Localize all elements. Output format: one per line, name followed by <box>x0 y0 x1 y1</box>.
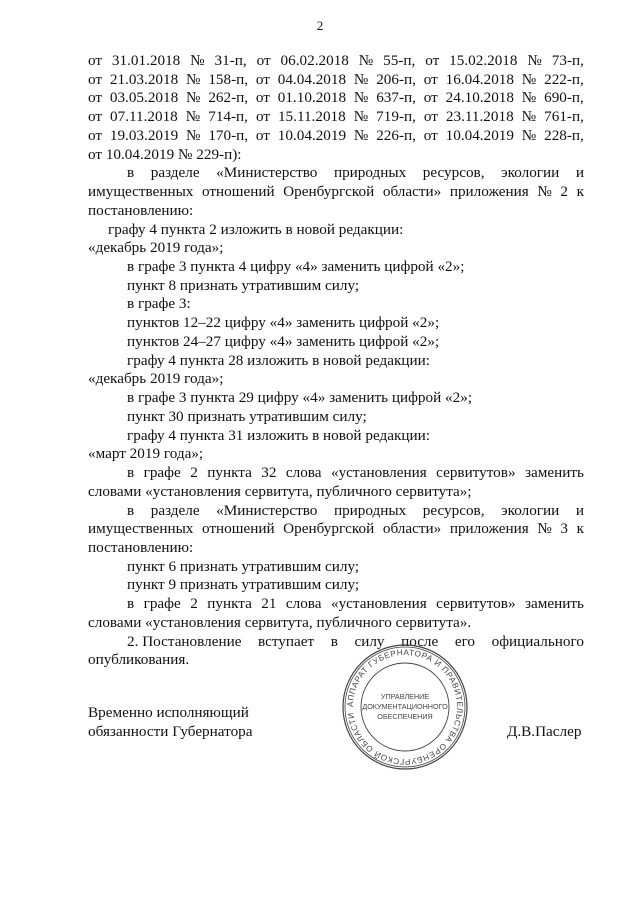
text-word: ресурсов, <box>422 164 485 182</box>
text-word: от <box>423 126 438 144</box>
text-word: графе <box>143 464 181 482</box>
page-number: 2 <box>316 18 324 33</box>
text-word: от <box>423 70 438 88</box>
text-word: «установления <box>330 595 427 613</box>
text-line <box>88 71 584 89</box>
text-word: 21.03.2018 <box>109 70 179 88</box>
text-word: 228-п, <box>544 126 584 144</box>
text-word: № <box>353 126 369 144</box>
text-word: 31.01.2018 <box>111 52 181 69</box>
text-word: его <box>454 632 476 650</box>
text-word: области» <box>382 520 442 538</box>
text-word: № <box>185 108 201 126</box>
signatory-position-line-2: обязанности Губернатора <box>88 723 253 740</box>
text-word: 2 <box>190 595 198 613</box>
text-word: 01.10.2018 <box>277 89 347 107</box>
text-word: № <box>353 89 369 107</box>
text-word: 206-п, <box>376 70 416 88</box>
text-line: в графе 3: <box>127 295 191 313</box>
text-word: 19.03.2019 <box>109 126 179 144</box>
text-word: 23.11.2018 <box>445 108 514 126</box>
text-word: в <box>127 164 135 182</box>
text-word: вступает <box>258 632 315 650</box>
text-line: графу 4 пункта 31 изложить в новой редакции: <box>127 426 430 444</box>
text-word: 32 <box>261 464 277 482</box>
text-word: 10.04.2019 <box>445 126 514 144</box>
text-word: от <box>88 52 103 69</box>
text-word: в <box>127 595 135 613</box>
text-word: «установления <box>330 464 427 482</box>
text-word: № <box>521 70 537 88</box>
text-word: № <box>186 70 201 88</box>
text-word: 15.02.2018 <box>449 52 518 69</box>
text-word: 226-п, <box>376 126 416 144</box>
text-word: 222-п, <box>544 70 584 88</box>
text-word: 637-п, <box>376 89 416 107</box>
text-word: 10.04.2019 <box>277 126 347 144</box>
text-line: пункт 8 признать утратившим силу; <box>127 276 360 294</box>
seal-center-line-3: ОБЕСПЕЧЕНИЯ <box>377 712 433 721</box>
text-word: 21 <box>261 595 277 613</box>
text-word: отношений <box>202 183 275 201</box>
text-word: от <box>88 126 103 144</box>
text-word: приложения <box>449 183 529 201</box>
text-word: 2. Постановление <box>127 632 242 650</box>
text-line <box>88 89 584 107</box>
text-line <box>88 520 584 538</box>
text-word: природных <box>333 501 407 519</box>
text-word: 158-п, <box>208 70 249 88</box>
text-word: № <box>358 52 374 69</box>
text-word: сервитутов» <box>436 464 516 482</box>
text-line <box>127 502 584 520</box>
text-line <box>88 127 584 145</box>
text-word: 15.11.2018 <box>277 108 346 126</box>
text-word: № <box>521 108 537 126</box>
text-line: пунктов 12–22 цифру «4» заменить цифрой «2»; <box>127 314 440 332</box>
text-word: после <box>401 632 439 650</box>
text-word: 690-п, <box>544 89 584 107</box>
text-line: пункт 9 признать утратившим силу; <box>127 576 360 594</box>
text-line: пунктов 24–27 цифру «4» заменить цифрой «2»; <box>127 332 440 350</box>
text-word: заменить <box>524 595 584 613</box>
text-word: слова <box>285 464 322 482</box>
text-line: постановлению: <box>88 201 194 219</box>
text-word: 31-п, <box>214 52 247 69</box>
text-word: № <box>537 520 552 538</box>
text-word: от <box>88 70 103 88</box>
text-word: № <box>186 126 201 144</box>
text-word: от <box>423 108 438 126</box>
text-word: заменить <box>524 464 584 482</box>
text-word: экологии <box>501 164 560 182</box>
official-seal-stamp <box>341 643 469 771</box>
text-word: отношений <box>202 520 275 538</box>
text-word: графе <box>143 595 181 613</box>
text-line: от 10.04.2019 № 229-п): <box>88 145 242 163</box>
text-line: пункт 30 признать утратившим силу; <box>127 407 367 425</box>
text-word: № <box>353 70 369 88</box>
text-word: «Министерство <box>216 164 318 182</box>
text-line <box>127 164 584 182</box>
text-word: № <box>521 89 537 107</box>
text-word: к <box>576 520 584 538</box>
text-word: имущественных <box>88 183 194 201</box>
text-word: 719-п, <box>376 108 416 126</box>
text-word: ресурсов, <box>422 501 485 519</box>
text-word: 07.11.2018 <box>110 108 178 126</box>
seal-center-line-2: ДОКУМЕНТАЦИОННОГО <box>362 702 448 711</box>
text-word: экологии <box>501 501 560 519</box>
text-line: графу 4 пункта 2 изложить в новой редакции: <box>108 220 404 238</box>
text-word: 24.10.2018 <box>445 89 514 107</box>
text-word: в <box>127 501 135 519</box>
text-word: 2 <box>190 464 198 482</box>
text-line: графу 4 пункта 28 изложить в новой редакции: <box>127 351 430 369</box>
text-line: словами «установления сервитута, публичного сервитута». <box>88 613 472 631</box>
text-word: от <box>88 89 103 107</box>
text-line: постановлению: <box>88 538 194 556</box>
seal-center-line-1: УПРАВЛЕНИЕ <box>380 692 430 701</box>
text-word: Оренбургской <box>283 520 375 538</box>
text-line: опубликования. <box>88 651 190 669</box>
text-line: в графе 3 пункта 4 цифру «4» заменить цифрой «2»; <box>127 258 465 276</box>
text-line: в графе 3 пункта 29 цифру «4» заменить цифрой «2»; <box>127 389 473 407</box>
text-line: словами «установления сервитута, публичного сервитута»; <box>88 482 472 500</box>
text-line <box>127 595 584 613</box>
text-word: и <box>575 501 584 519</box>
text-word: 2 <box>560 183 569 201</box>
text-word: № <box>186 89 201 107</box>
text-word: официального <box>491 632 584 650</box>
text-line: пункт 6 признать утратившим силу; <box>127 557 360 575</box>
text-word: от <box>88 108 103 126</box>
text-line: «декабрь 2019 года»; <box>88 239 224 257</box>
text-word: 714-п, <box>208 108 248 126</box>
text-line: «март 2019 года»; <box>88 445 204 463</box>
signatory-name: Д.В.Паслер <box>507 723 582 740</box>
text-word: «Министерство <box>216 501 318 519</box>
text-word: 03.05.2018 <box>109 89 179 107</box>
signatory-position-line-1: Временно исполняющий <box>88 704 249 721</box>
text-word: 73-п, <box>551 52 584 69</box>
text-word: 262-п, <box>208 89 249 107</box>
text-line <box>127 464 584 482</box>
text-word: от <box>255 70 270 88</box>
text-word: и <box>575 164 584 182</box>
text-word: сервитутов» <box>436 595 516 613</box>
text-word: от <box>256 52 271 69</box>
text-word: пункта <box>207 595 252 613</box>
text-word: разделе <box>150 164 200 182</box>
seal-ring-text: АППАРАТ ГУБЕРНАТОРА И ПРАВИТЕЛЬСТВА ОРЕНБУРГСКОЙ ОБЛАСТИ <box>345 647 465 767</box>
text-word: силу <box>354 632 385 650</box>
text-word: № <box>527 52 542 69</box>
text-word: разделе <box>150 501 200 519</box>
text-word: 55-п, <box>383 52 416 69</box>
text-word: 3 <box>560 520 569 538</box>
text-line <box>88 52 584 70</box>
text-word: № <box>537 183 552 201</box>
text-line <box>88 108 584 126</box>
text-word: от <box>255 108 270 126</box>
text-word: 170-п, <box>208 126 249 144</box>
text-word: слова <box>285 595 322 613</box>
text-word: Оренбургской <box>283 183 375 201</box>
text-word: № <box>521 126 537 144</box>
text-word: области» <box>382 183 442 201</box>
text-word: 761-п, <box>544 108 584 126</box>
text-word: пункта <box>207 464 252 482</box>
text-word: № <box>353 108 369 126</box>
text-word: № <box>190 52 205 69</box>
text-line <box>88 183 584 201</box>
text-word: приложения <box>449 520 529 538</box>
text-word: от <box>255 126 270 144</box>
seal-graphic <box>341 643 469 771</box>
text-word: от <box>425 52 440 69</box>
text-word: от <box>255 89 270 107</box>
text-word: имущественных <box>88 520 194 538</box>
text-word: 04.04.2018 <box>277 70 347 88</box>
text-word: природных <box>333 164 407 182</box>
text-line: «декабрь 2019 года»; <box>88 370 224 388</box>
text-word: в <box>127 464 135 482</box>
text-word: к <box>576 183 584 201</box>
text-word: 06.02.2018 <box>280 52 349 69</box>
text-word: в <box>330 632 338 650</box>
text-word: от <box>423 89 438 107</box>
signatory-position <box>88 703 253 741</box>
text-word: 16.04.2018 <box>445 70 514 88</box>
